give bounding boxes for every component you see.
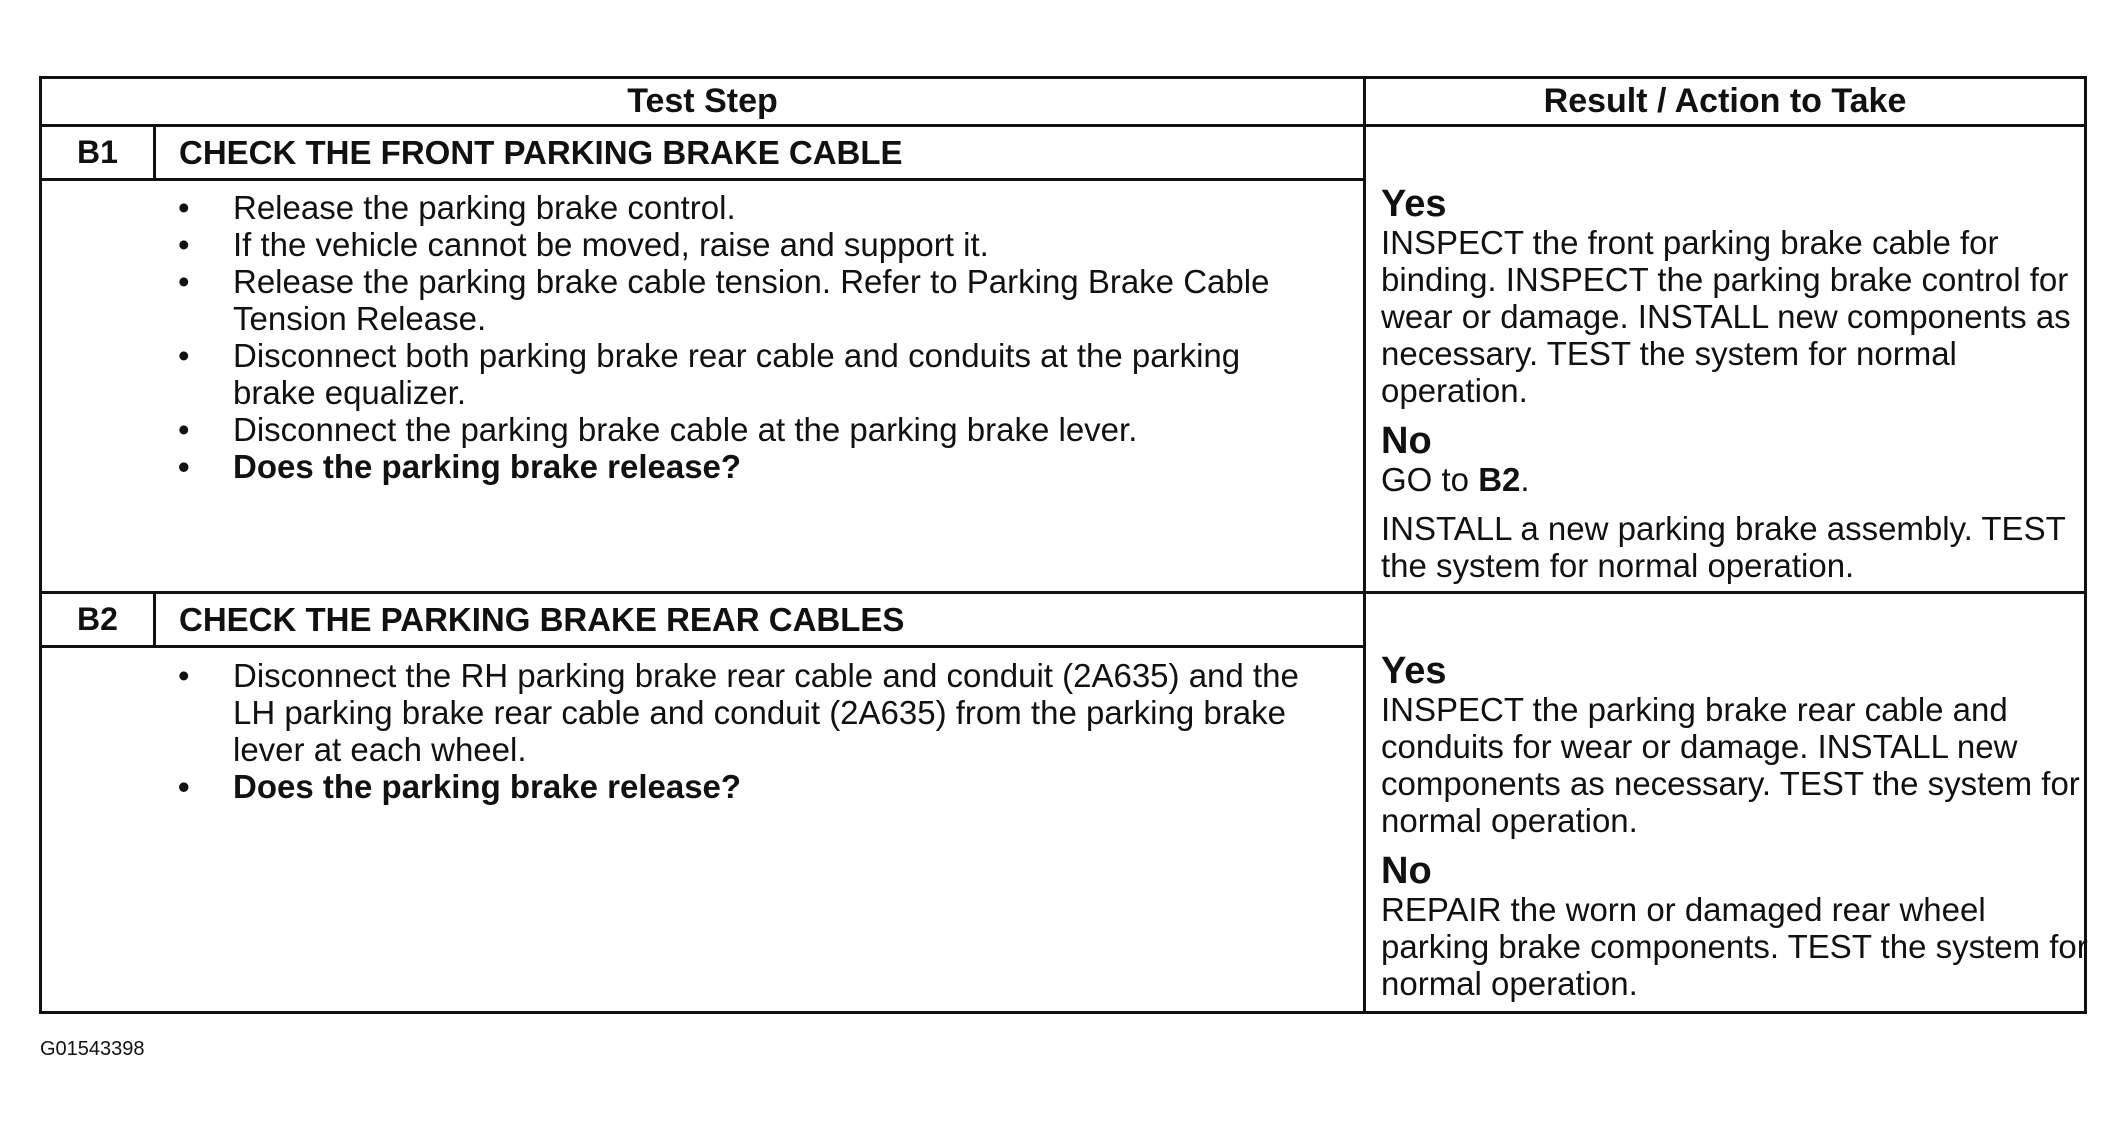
list-item: • Disconnect the parking brake cable at the parking brake lever. (178, 411, 1138, 448)
yes-action: INSPECT the front parking brake cable for binding. INSPECT the parking brake control for wear or damage. INSTALL new components as necessary. TEST the system for normal operation. (1381, 224, 2071, 409)
no-action: GO to B2. (1381, 461, 1530, 498)
list-item: • Disconnect the RH parking brake rear cable and conduit (2A635) and the LH parking brake rear cable and conduit (2A635) from the parking brake lever at each wheel. (178, 657, 1299, 768)
step-title-b1: CHECK THE FRONT PARKING BRAKE CABLE (179, 134, 903, 171)
step-row-b1 (42, 127, 1363, 181)
bullet-icon: • (178, 337, 190, 374)
question-item: • Does the parking brake release? (178, 448, 742, 485)
column-divider (1363, 79, 1366, 1011)
question-item: • Does the parking brake release? (178, 768, 742, 805)
bullet-icon: • (178, 189, 190, 226)
step-b2-result (1381, 651, 2091, 1002)
extra-action: INSTALL a new parking brake assembly. TEST the system for normal operation. (1381, 510, 2066, 584)
bullet-icon: • (178, 657, 190, 694)
bullet-icon: • (178, 448, 190, 485)
bullet-icon: • (178, 263, 190, 300)
no-label: No (1381, 850, 1432, 892)
list-item: • Release the parking brake control. (178, 189, 736, 226)
header-result-action: Result / Action to Take (1543, 82, 1907, 120)
bullet-icon: • (178, 768, 190, 805)
step-title-b2: CHECK THE PARKING BRAKE REAR CABLES (179, 601, 905, 638)
header-test-step: Test Step (627, 82, 778, 120)
step-row-b2 (42, 594, 1363, 648)
table-header-row (42, 79, 2084, 127)
list-item: • Disconnect both parking brake rear cable and conduits at the parking brake equalizer. (178, 337, 1241, 411)
no-action: REPAIR the worn or damaged rear wheel parking brake components. TEST the system for normal operation. (1381, 891, 2088, 1002)
step-reference: B2 (1478, 461, 1521, 498)
diagnostic-table (39, 76, 2087, 1014)
yes-label: Yes (1381, 650, 1447, 692)
step-id-b2: B2 (42, 594, 156, 645)
bullet-icon: • (178, 411, 190, 448)
step-id-b1: B1 (42, 127, 156, 178)
step-b2-instructions (42, 657, 1363, 805)
step-b1-instructions (42, 189, 1363, 485)
step-b1-result (1381, 184, 2091, 584)
list-item: • If the vehicle cannot be moved, raise and support it. (178, 226, 989, 263)
yes-action: INSPECT the parking brake rear cable and conduits for wear or damage. INSTALL new components as necessary. TEST the system for normal operation. (1381, 691, 2080, 839)
figure-id: G01543398 (40, 1038, 145, 1060)
yes-label: Yes (1381, 183, 1447, 225)
list-item: • Release the parking brake cable tension. Refer to Parking Brake Cable Tension Release. (178, 263, 1270, 337)
no-label: No (1381, 420, 1432, 462)
bullet-icon: • (178, 226, 190, 263)
